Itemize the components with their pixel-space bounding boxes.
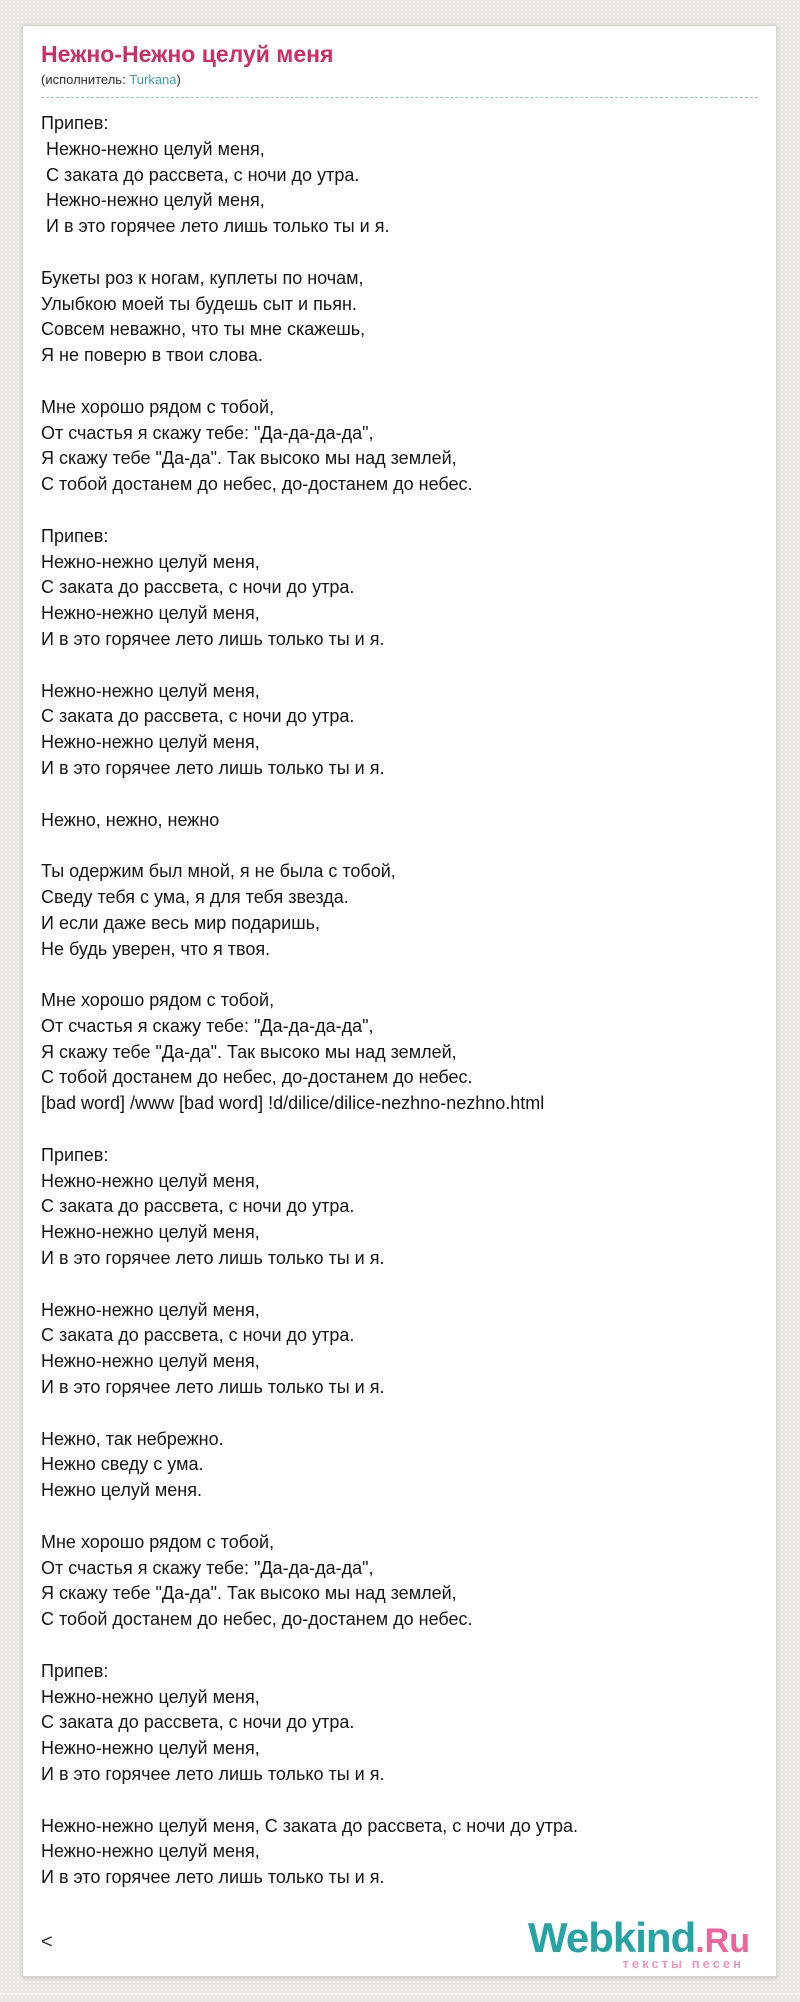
lyrics-line: [bad word] /www [bad word] !d/dilice/dilice-nezhno-nezhno.html [41,1093,545,1114]
lyrics-line: С заката до рассвета, с ночи до утра. [41,1712,355,1733]
lyrics-line: Нежно-нежно целуй меня, [41,1686,260,1707]
lyrics-line: С тобой достанем до небес, до-достанем до небес. [41,474,473,495]
webkind-logo-tagline: тексты песен [622,1955,744,1971]
artist-link[interactable]: Turkana [129,72,177,87]
lyrics-line: Нежно сведу с ума. [41,1454,204,1475]
lyrics-line: От счастья я скажу тебе: "Да-да-да-да", [41,1557,374,1578]
stanza [41,1298,758,1401]
artist-prefix: (исполнитель: [41,72,126,87]
lyrics-line: Я скажу тебе "Да-да". Так высоко мы над землей, [41,1041,457,1062]
footer-row [41,1913,758,1971]
lyrics-line: Букеты роз к ногам, куплеты по ночам, [41,267,364,288]
lyrics-line: Припев: [41,525,109,546]
lyrics-line: С заката до рассвета, с ночи до утра. [41,1196,355,1217]
lyrics-line: И в это горячее лето лишь только ты и я. [41,1867,385,1888]
stanza [41,988,758,1117]
stanza [41,859,758,962]
lyrics-line: Нежно-нежно целуй меня, [41,190,265,211]
lyrics-line: И в это горячее лето лишь только ты и я. [41,757,385,778]
lyrics-card [22,25,777,1977]
back-link[interactable]: < [41,1930,53,1953]
lyrics-line: Нежно-нежно целуй меня, [41,1170,260,1191]
stanza [41,1814,758,1891]
lyrics-line: Нежно-нежно целуй меня, [41,732,260,753]
stanza [41,808,758,834]
lyrics-line: Я скажу тебе "Да-да". Так высоко мы над землей, [41,1583,457,1604]
stanza [41,395,758,498]
lyrics-line: От счастья я скажу тебе: "Да-да-да-да", [41,1015,374,1036]
artist-line [41,71,758,98]
webkind-logo-suffix: .Ru [695,1921,750,1960]
lyrics-line: Мне хорошо рядом с тобой, [41,1531,275,1552]
webkind-logo[interactable] [527,1913,750,1971]
webkind-logo-main: Webkind [527,1913,696,1961]
lyrics-line: Нежно-нежно целуй меня, [41,551,260,572]
lyrics-line: Припев: [41,1144,109,1165]
lyrics-line: Не будь уверен, что я твоя. [41,938,271,959]
lyrics-line: Нежно-нежно целуй меня, [41,1222,260,1243]
lyrics-line: Ты одержим был мной, я не была с тобой, [41,861,396,882]
lyrics-line: Улыбкою моей ты будешь сыт и пьян. [41,293,357,314]
lyrics-line: Припев: [41,1660,109,1681]
lyrics [41,111,758,1891]
lyrics-line: И в это горячее лето лишь только ты и я. [41,216,390,237]
stanza [41,111,758,240]
lyrics-line: От счастья я скажу тебе: "Да-да-да-да", [41,422,374,443]
lyrics-line: Мне хорошо рядом с тобой, [41,396,275,417]
stanza [41,1427,758,1504]
page-bottom-dotted-line [0,1993,800,1995]
stanza [41,266,758,369]
lyrics-line: С тобой достанем до небес, до-достанем до небес. [41,1609,473,1630]
lyrics-line: Нежно целуй меня. [41,1480,202,1501]
stanza [41,1143,758,1272]
lyrics-line: Нежно-нежно целуй меня, [41,680,260,701]
lyrics-line: Нежно-нежно целуй меня, [41,1738,260,1759]
artist-suffix: ) [176,72,181,87]
stanza [41,1530,758,1633]
lyrics-line: С заката до рассвета, с ночи до утра. [41,1325,355,1346]
lyrics-line: Нежно-нежно целуй меня, [41,138,265,159]
stanza [41,524,758,653]
lyrics-line: Нежно-нежно целуй меня, [41,603,260,624]
lyrics-line: Нежно, нежно, нежно [41,809,220,830]
lyrics-line: И в это горячее лето лишь только ты и я. [41,1377,385,1398]
song-title: Нежно-Нежно целуй меня [41,41,334,67]
lyrics-line: Мне хорошо рядом с тобой, [41,990,275,1011]
lyrics-line: И если даже весь мир подаришь, [41,912,321,933]
lyrics-line: Я не поверю в твои слова. [41,345,263,366]
lyrics-line: Нежно, так небрежно. [41,1428,224,1449]
lyrics-line: Я скажу тебе "Да-да". Так высоко мы над землей, [41,448,457,469]
lyrics-line: И в это горячее лето лишь только ты и я. [41,1248,385,1269]
lyrics-line: Нежно-нежно целуй меня, [41,1841,260,1862]
lyrics-line: С тобой достанем до небес, до-достанем до небес. [41,1067,473,1088]
lyrics-line: Нежно-нежно целуй меня, [41,1351,260,1372]
stanza [41,679,758,782]
lyrics-line: И в это горячее лето лишь только ты и я. [41,1764,385,1784]
lyrics-line: Совсем неважно, что ты мне скажешь, [41,319,366,340]
lyrics-line: С заката до рассвета, с ночи до утра. [41,164,360,185]
lyrics-line: Нежно-нежно целуй меня, [41,1299,260,1320]
lyrics-line: Нежно-нежно целуй меня, С заката до рассвета, с ночи до утра. [41,1815,579,1836]
lyrics-line: Припев: [41,113,109,133]
lyrics-line: С заката до рассвета, с ночи до утра. [41,706,355,727]
lyrics-line: С заката до рассвета, с ночи до утра. [41,577,355,598]
lyrics-line: Сведу тебя с ума, я для тебя звезда. [41,886,349,907]
stanza [41,1659,758,1788]
lyrics-line: И в это горячее лето лишь только ты и я. [41,628,385,649]
